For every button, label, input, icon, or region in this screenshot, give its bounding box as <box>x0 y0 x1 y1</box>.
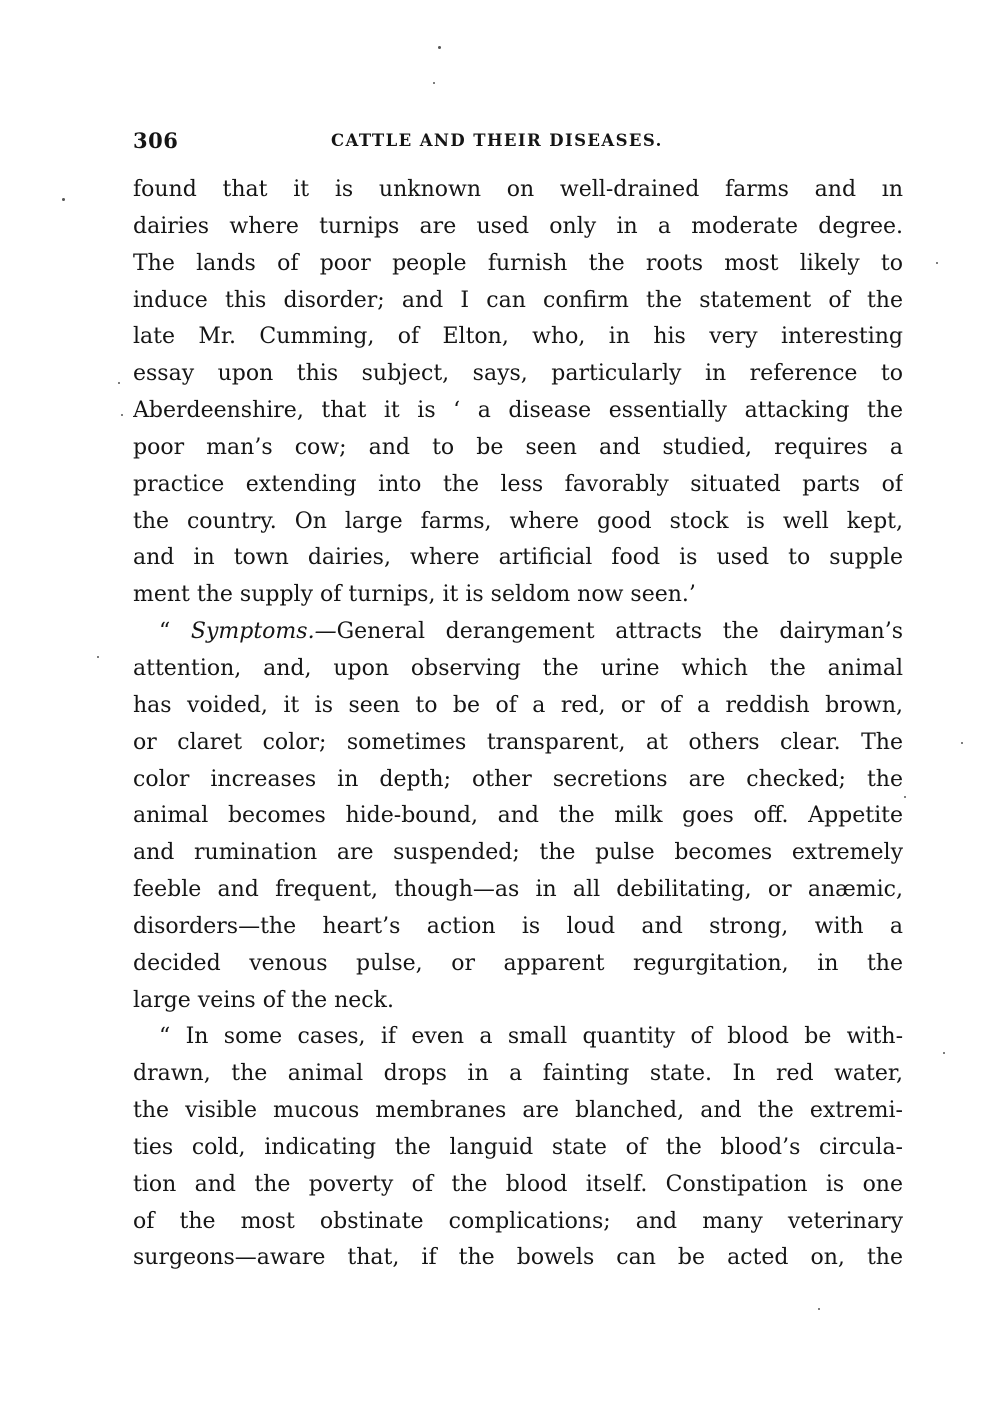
scan-speck <box>936 262 938 264</box>
text-line: General derangement attracts the dairyman’s <box>336 619 903 645</box>
text-line: decided venous pulse, or apparent regurgitation, in the <box>133 950 903 976</box>
text-line: essay upon this subject, says, particularly in reference to <box>133 361 903 387</box>
text-line: or claret color; sometimes transparent, at others clear. The <box>133 729 903 755</box>
text-line: poor man’s cow; and to be seen and studied, requires a <box>133 434 903 460</box>
scan-speck <box>433 82 435 84</box>
text-line: practice extending into the less favorably situated parts of <box>133 471 903 497</box>
text-line: ties cold, indicating the languid state of the blood’s circula- <box>133 1134 903 1160</box>
body-text <box>133 172 903 1277</box>
text-line: feeble and frequent, though—as in all debilitating, or anæmic, <box>133 877 903 903</box>
text-line: surgeons—aware that, if the bowels can be acted on, the <box>133 1245 903 1271</box>
scan-speck <box>904 796 906 798</box>
scan-speck <box>961 742 963 744</box>
scan-speck <box>818 1308 820 1310</box>
text-line: found that it is unknown on well-drained farms and ın <box>133 177 903 202</box>
open-quote: “ <box>159 619 191 645</box>
text-line: disorders—the heart’s action is loud and strong, with a <box>133 913 903 939</box>
symptoms-paragraph-start <box>133 614 903 651</box>
text-line: large veins of the neck. <box>133 987 394 1013</box>
text-line: the visible mucous membranes are blanched, and the extremi- <box>133 1098 903 1124</box>
text-line: attention, and, upon observing the urine which the animal <box>133 655 903 681</box>
page-header <box>133 128 903 158</box>
text-line: dairies where turnips are used only in a moderate degree. <box>133 213 903 239</box>
text-line: of the most obstinate complications; and many veterinary <box>133 1208 903 1234</box>
scan-speck <box>438 46 441 49</box>
symptoms-heading: Symptoms.— <box>190 619 337 645</box>
text-line: induce this disorder; and I can confirm the statement of the <box>133 287 903 313</box>
text-line: animal becomes hide-bound, and the milk goes off. Appetite <box>133 803 903 829</box>
text-line: ment the supply of turnips, it is seldom now seen.’ <box>133 582 696 608</box>
text-line: “ In some cases, if even a small quantity of blood be with- <box>159 1024 903 1050</box>
text-line: and in town dairies, where artificial food is used to supple <box>133 545 903 571</box>
scan-speck <box>97 656 99 658</box>
text-line: Aberdeenshire, that it is ‘ a disease essentially attacking the <box>133 398 903 424</box>
scan-speck <box>121 414 123 416</box>
text-line: color increases in depth; other secretions are checked; the <box>133 766 903 792</box>
scan-speck <box>943 1052 945 1054</box>
page-number: 306 <box>133 128 179 153</box>
text-line: late Mr. Cumming, of Elton, who, in his very interesting <box>133 324 903 350</box>
running-head: CATTLE AND THEIR DISEASES. <box>331 131 663 150</box>
text-line: drawn, the animal drops in a fainting state. In red water, <box>133 1061 903 1087</box>
text-line: the country. On large farms, where good stock is well kept, <box>133 508 903 534</box>
scan-speck <box>118 382 120 384</box>
text-line: tion and the poverty of the blood itself. Constipation is one <box>133 1171 903 1197</box>
text-line: has voided, it is seen to be of a red, or of a reddish brown, <box>133 692 903 718</box>
text-line: and rumination are suspended; the pulse becomes extremely <box>133 840 903 866</box>
scan-speck <box>62 198 65 201</box>
text-line: The lands of poor people furnish the roots most likely to <box>133 250 903 276</box>
